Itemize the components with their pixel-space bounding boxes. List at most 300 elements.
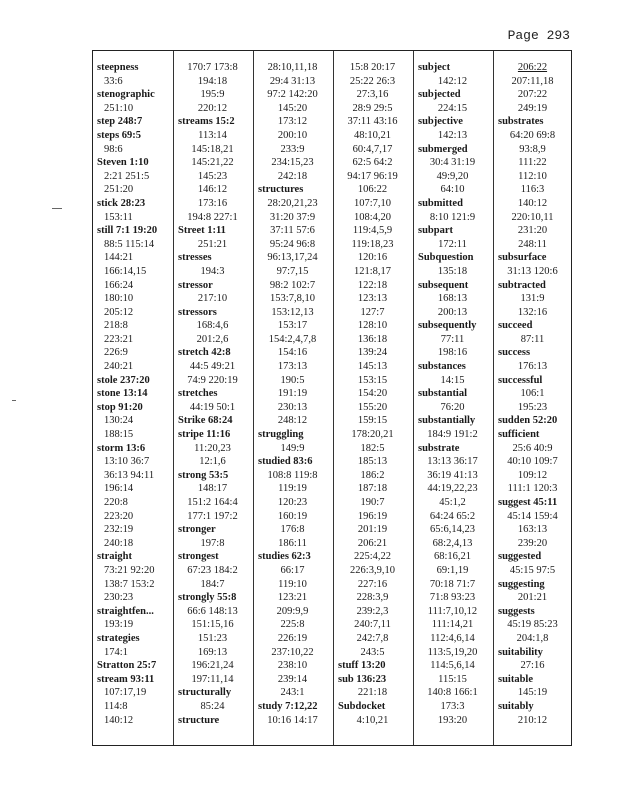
index-reference: 240:21 [104,361,134,373]
index-reference: 97:2 142:20 [267,89,318,101]
index-reference: 201:2,6 [196,333,229,345]
index-term: substances [418,361,466,373]
index-reference: 145:13 [357,361,388,373]
page-number: Page 293 [507,28,570,43]
index-term: straight [97,551,132,563]
index-reference: 234:15,23 [271,157,314,169]
index-reference: 2:21 251:5 [104,170,150,182]
index-reference: 25:22 26:3 [349,75,396,87]
index-reference: 154:16 [277,347,308,359]
index-reference: 224:15 [437,102,468,114]
index-reference: 177:1 197:2 [187,510,238,522]
index-reference: 196:19 [357,510,388,522]
index-reference: 151:2 164:4 [187,497,238,508]
index-reference: 71:8 93:23 [429,592,476,604]
index-reference: 111:14,21 [431,619,474,631]
index-reference: 28:9 29:5 [352,102,393,114]
index-reference: 36:13 94:11 [104,469,155,481]
index-term: subsequently [418,320,477,332]
index-column [333,51,413,745]
index-reference: 98:6 [104,143,123,155]
index-reference: 60:4,7,17 [352,143,393,155]
index-reference: 45:14 159:4 [507,510,558,522]
index-reference: 27:16 [520,660,545,672]
index-term: succeed [498,320,533,332]
index-term: stone 13:14 [97,388,148,400]
index-reference: 111:22 [518,157,547,169]
index-reference: 120:16 [357,252,388,264]
index-reference: 64:20 69:8 [509,129,556,141]
index-reference: 49:9,20 [436,170,469,182]
index-reference: 10:16 14:17 [267,714,318,726]
index-term: storm 13:6 [97,442,146,454]
index-term: stretch 42:8 [178,347,231,359]
index-reference: 206:22 [517,62,548,73]
index-reference: 145:19 [517,687,548,699]
index-reference: 115:15 [438,673,467,685]
index-reference: 85:24 [200,700,225,712]
index-reference: 243:5 [360,646,385,658]
index-reference: 176:8 [280,524,305,536]
index-reference: 112:10 [518,170,547,182]
index-reference: 225:4,22 [353,551,392,563]
index-reference: 114:5,6,14 [430,660,475,672]
index-reference: 194:18 [197,75,228,87]
index-term: Steven 1:10 [97,157,149,169]
index-reference: 193:19 [104,619,134,631]
index-reference: 132:16 [517,306,548,318]
index-term: structurally [178,687,232,699]
index-reference: 188:15 [104,429,134,441]
index-reference: 153:17 [277,320,308,332]
index-reference: 166:14,15 [104,265,147,277]
index-reference: 122:18 [357,279,388,291]
index-reference: 13:10 36:7 [104,456,150,468]
index-term: stronger [178,524,216,536]
index-reference: 119:18,23 [351,238,394,250]
index-reference: 120:23 [277,497,308,508]
index-reference: 31:20 37:9 [269,211,316,223]
index-term: studied 83:6 [258,456,313,468]
index-reference: 119:10 [278,578,307,590]
index-reference: 196:14 [104,483,134,495]
index-reference: 248:11 [518,238,547,250]
index-term: submerged [418,143,468,155]
index-reference: 239:14 [277,673,308,685]
index-reference: 25:6 40:9 [512,442,553,454]
index-term: stressor [178,279,213,291]
index-reference: 138:7 153:2 [104,578,155,590]
index-reference: 88:5 115:14 [104,238,155,250]
index-reference: 186:2 [360,469,385,481]
index-reference: 108:8 119:8 [267,469,318,481]
index-reference: 248:12 [277,415,308,427]
index-reference: 145:18,21 [191,143,234,155]
index-term: strategies [97,632,140,644]
index-term: step 248:7 [97,116,143,128]
index-reference: 154:2,4,7,8 [268,333,317,345]
index-reference: 186:11 [278,537,307,549]
index-reference: 205:12 [104,306,134,318]
index-reference: 135:18 [437,265,468,277]
index-reference: 87:11 [520,333,545,345]
index-reference: 131:9 [520,293,545,305]
index-term: suggested [498,551,542,563]
index-reference: 178:20,21 [351,429,394,441]
index-reference: 151:23 [197,632,228,644]
index-reference: 153:7,8,10 [270,293,315,305]
index-reference: 30:4 31:19 [429,157,476,169]
index-reference: 153:12,13 [271,306,314,318]
index-term: still 7:1 19:20 [97,225,158,237]
index-term: successful [498,374,543,386]
index-reference: 64:10 [440,184,465,196]
index-term: stop 91:20 [97,401,143,413]
index-reference: 70:18 71:7 [429,578,476,590]
index-reference: 140:12 [104,714,134,726]
index-reference: 93:8,9 [519,143,546,155]
index-term: structure [178,714,220,726]
index-reference: 33:6 [104,75,123,87]
index-term: Strike 68:24 [178,415,233,427]
index-term: suitable [498,673,534,685]
index-reference: 195:9 [200,89,225,101]
index-reference: 37:11 57:6 [270,225,315,237]
index-reference: 77:11 [440,333,465,345]
index-term: suitably [498,700,534,712]
index-reference: 119:4,5,9 [352,225,393,237]
index-reference: 106:1 [520,388,545,400]
index-term: submitted [418,197,463,209]
index-reference: 184:9 191:2 [427,429,478,441]
margin-mark [52,208,62,209]
index-term: stressors [178,306,217,318]
index-reference: 111:1 120:3 [507,483,558,495]
index-reference: 136:18 [357,333,388,345]
index-reference: 155:20 [357,401,388,413]
index-reference: 232:19 [104,524,134,536]
index-reference: 190:5 [280,374,305,386]
index-reference: 66:6 148:13 [187,605,238,617]
index-reference: 113:5,19,20 [427,646,478,658]
index-reference: 168:4,6 [196,320,229,332]
index-reference: 206:21 [357,537,388,549]
index-reference: 231:20 [517,225,548,237]
index-term: stenographic [97,89,155,101]
index-reference: 220:8 [104,497,128,508]
index-reference: 228:3,9 [356,592,389,604]
index-reference: 226:9 [104,347,128,359]
index-reference: 226:19 [277,632,308,644]
index-reference: 169:13 [197,646,228,658]
index-term: sudden 52:20 [498,415,558,427]
index-reference: 240:18 [104,537,134,549]
index-term: Subdocket [338,700,386,712]
index-term: stole 237:20 [97,374,150,386]
index-term: suitability [498,646,543,658]
index-reference: 146:12 [197,184,228,196]
index-reference: 251:21 [197,238,228,250]
index-term: strongest [178,551,219,563]
index-reference: 94:17 96:19 [347,170,398,182]
index-reference: 14:15 [440,374,465,386]
index-reference: 145:23 [197,170,228,182]
index-reference: 148:17 [197,483,228,495]
index-reference: 191:19 [277,388,308,400]
index-reference: 28:10,11,18 [267,62,318,73]
index-reference: 96:13,17,24 [267,252,318,264]
index-reference: 168:13 [437,293,468,305]
index-reference: 173:16 [197,197,228,209]
index-reference: 194:3 [200,265,225,277]
index-term: Stratton 25:7 [97,660,157,672]
index-reference: 44:5 49:21 [189,361,236,373]
index-reference: 173:3 [440,700,465,712]
index-reference: 8:10 121:9 [429,211,476,223]
index-term: stuff 13:20 [338,660,386,672]
index-reference: 127:7 [360,306,385,318]
index-reference: 123:21 [277,592,308,604]
index-reference: 45:15 97:5 [509,564,556,576]
index-reference: 204:1,8 [516,632,549,644]
index-reference: 40:10 109:7 [507,456,558,468]
index-reference: 180:10 [104,293,134,305]
index-reference: 106:22 [357,184,388,196]
index-reference: 44:19,22,23 [427,483,478,495]
index-reference: 201:21 [517,592,548,604]
index-reference: 142:12 [437,75,468,87]
index-term: sufficient [498,429,540,441]
index-reference: 28:20,21,23 [267,197,318,209]
index-reference: 139:24 [357,347,388,359]
index-reference: 113:14 [198,129,227,141]
index-reference: 107:7,10 [353,197,392,209]
index-term: strongly 55:8 [178,592,237,604]
index-term: streams 15:2 [178,116,235,128]
index-reference: 200:13 [437,306,468,318]
index-reference: 151:15,16 [191,619,234,631]
index-reference: 237:10,22 [271,646,314,658]
index-reference: 140:8 166:1 [427,687,478,699]
index-term: steps 69:5 [97,129,142,141]
index-reference: 187:18 [357,483,388,495]
word-index-table [92,50,572,746]
index-reference: 109:12 [517,469,548,481]
margin-mark [12,400,16,401]
index-reference: 184:7 [200,578,225,590]
index-column [413,51,493,745]
index-term: stretches [178,388,218,400]
index-reference: 227:16 [357,578,388,590]
index-reference: 230:23 [104,592,134,604]
index-reference: 97:7,15 [276,265,309,277]
index-reference: 66:17 [280,564,305,576]
index-reference: 182:5 [360,442,385,454]
index-reference: 166:24 [104,279,134,291]
index-term: substrate [418,442,460,454]
index-reference: 197:8 [200,537,225,549]
index-reference: 69:1,19 [436,564,469,576]
index-term: studies 62:3 [258,551,311,563]
index-term: stripe 11:16 [178,429,231,441]
index-column [253,51,333,745]
index-reference: 200:10 [277,129,308,141]
index-reference: 210:12 [517,714,548,726]
index-reference: 27:3,16 [356,89,389,101]
index-reference: 62:5 64:2 [352,157,393,169]
index-reference: 195:23 [517,401,548,413]
index-term: subjective [418,116,463,128]
index-term: success [498,347,531,359]
index-reference: 142:13 [437,129,468,141]
index-reference: 159:15 [357,415,388,427]
index-reference: 68:2,4,13 [432,537,473,549]
index-reference: 13:13 36:17 [427,456,478,468]
index-reference: 45:19 85:23 [507,619,558,631]
index-reference: 15:8 20:17 [349,62,396,73]
index-reference: 194:8 227:1 [187,211,238,223]
index-term: stream 93:11 [97,673,155,685]
index-reference: 73:21 92:20 [104,564,155,576]
index-term: Street 1:11 [178,225,226,237]
index-term: subpart [418,225,454,237]
index-reference: 176:13 [517,361,548,373]
index-term: stick 28:23 [97,197,146,209]
index-term: strong 53:5 [178,469,229,481]
index-reference: 230:13 [277,401,308,413]
index-reference: 225:8 [280,619,305,631]
index-reference: 190:7 [360,497,385,508]
index-reference: 4:10,21 [356,714,389,726]
index-term: straightfen... [97,605,154,617]
index-reference: 108:4,20 [353,211,392,223]
index-term: substrates [498,116,544,128]
index-term: substantially [418,415,476,427]
index-term: Subquestion [418,252,474,264]
index-term: stresses [178,252,212,264]
index-reference: 233:9 [280,143,305,155]
index-term: sub 136:23 [338,673,387,685]
index-reference: 67:23 184:2 [187,564,238,576]
index-reference: 223:20 [104,510,134,522]
index-reference: 251:10 [104,102,134,114]
index-reference: 239:20 [517,537,548,549]
index-reference: 226:3,9,10 [350,564,395,576]
index-reference: 31:13 120:6 [507,265,558,277]
index-reference: 149:9 [280,442,305,454]
index-reference: 112:4,6,14 [430,632,475,644]
index-reference: 251:20 [104,184,134,196]
index-reference: 193:20 [437,714,468,726]
index-reference: 29:4 31:13 [269,75,316,87]
index-term: steepness [97,62,139,73]
index-reference: 98:2 102:7 [269,279,316,291]
index-reference: 140:12 [517,197,548,209]
index-reference: 223:21 [104,333,134,345]
index-column [93,51,173,745]
index-reference: 95:24 96:8 [269,238,316,250]
index-reference: 154:20 [357,388,388,400]
index-reference: 74:9 220:19 [187,374,238,386]
index-term: structures [258,184,304,196]
index-reference: 163:13 [517,524,548,536]
index-reference: 107:17,19 [104,687,147,699]
index-reference: 209:9,9 [276,605,309,617]
index-reference: 76:20 [440,401,465,413]
index-term: struggling [258,429,304,441]
index-reference: 239:2,3 [356,605,389,617]
index-reference: 128:10 [357,320,388,332]
index-reference: 201:19 [357,524,388,536]
index-reference: 220:12 [197,102,228,114]
index-term: substantial [418,388,468,400]
index-reference: 37:11 43:16 [347,116,398,128]
index-reference: 207:11,18 [511,75,554,87]
index-reference: 11:20,23 [194,442,231,454]
index-reference: 197:11,14 [191,673,234,685]
index-reference: 207:22 [517,89,548,101]
index-reference: 185:13 [357,456,388,468]
index-reference: 153:11 [104,211,133,223]
index-reference: 172:11 [438,238,467,250]
index-reference: 240:7,11 [354,619,391,631]
index-reference: 243:1 [280,687,305,699]
index-reference: 153:15 [357,374,388,386]
index-reference: 174:1 [104,646,128,658]
index-term: subsequent [418,279,469,291]
index-reference: 221:18 [357,687,388,699]
index-term: suggest 45:11 [498,497,558,508]
index-reference: 144:21 [104,252,134,264]
index-reference: 111:7,10,12 [427,605,478,617]
index-reference: 123:13 [357,293,388,305]
index-term: subjected [418,89,461,101]
index-reference: 68:16,21 [433,551,472,563]
index-reference: 64:24 65:2 [429,510,476,522]
index-reference: 44:19 50:1 [189,401,236,413]
index-reference: 242:7,8 [356,632,389,644]
index-reference: 65:6,14,23 [430,524,475,536]
index-reference: 220:10,11 [511,211,554,223]
index-reference: 196:21,24 [191,660,234,672]
index-reference: 249:19 [517,102,548,114]
index-reference: 116:3 [520,184,545,196]
index-reference: 36:19 41:13 [427,469,478,481]
index-reference: 119:19 [278,483,307,495]
index-reference: 130:24 [104,415,134,427]
index-reference: 173:12 [277,116,308,128]
index-reference: 45:1,2 [439,497,466,508]
index-term: subject [418,62,451,73]
index-reference: 242:18 [277,170,308,182]
index-reference: 170:7 173:8 [187,62,238,73]
index-reference: 114:8 [104,700,128,712]
index-reference: 173:13 [277,361,308,373]
index-term: study 7:12,22 [258,700,318,712]
index-reference: 121:8,17 [353,265,392,277]
index-reference: 238:10 [277,660,308,672]
index-reference: 145:21,22 [191,157,234,169]
index-reference: 145:20 [277,102,308,114]
index-reference: 160:19 [277,510,308,522]
index-term: subtracted [498,279,546,291]
index-reference: 48:10,21 [353,129,392,141]
index-term: suggesting [498,578,545,590]
index-reference: 218:8 [104,320,128,332]
index-reference: 198:16 [437,347,468,359]
index-column [173,51,253,745]
index-term: subsurface [498,252,547,264]
